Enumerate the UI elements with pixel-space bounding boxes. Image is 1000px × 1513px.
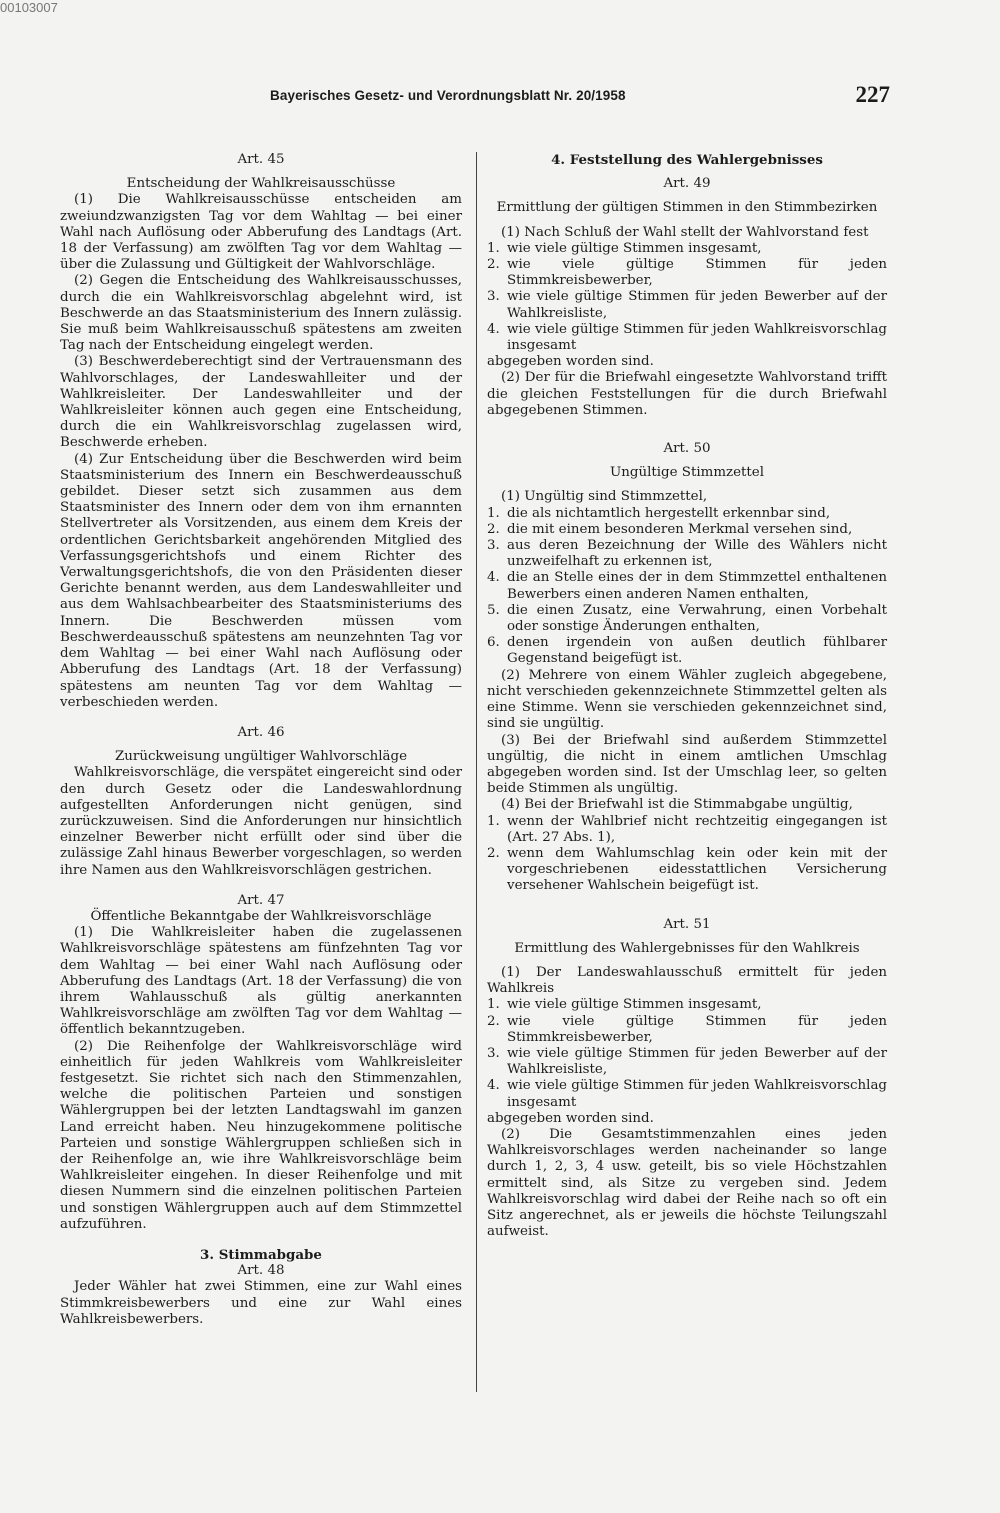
paragraph: Wahlkreisvorschläge, die verspätet eingereicht sind oder den durch Gesetz oder die Landeswahlordnung aufgestellten Anforderungen nicht genügen, sind zurückzuweisen. Sind die Anforderungen nur hinsichtlich einzelner Bewerber nicht erfüllt oder sind über die zulässige Zahl hinaus Bewerber vorgeschlagen, so werden ihre Namen aus den Wahlkreisvorschlägen gestrichen. [60,765,462,878]
list-item: 5. die einen Zusatz, eine Verwahrung, einen Vorbehalt oder sonstige Änderungen enthalten, [487,602,887,635]
paragraph: abgegeben worden sind. [487,354,654,370]
numbered-list [487,506,887,668]
list-item: 6. denen irgendein von außen deutlich fühlbarer Gegenstand beigefügt ist. [487,635,887,667]
paragraph: (2) Die Gesamtstimmenzahlen eines jeden Wahlkreisvorschlages werden nacheinander so lange durch 1, 2, 3, 4 usw. geteilt, bis so viele Höchstzahlen ermittelt sind, als Sitze zu vergeben sind. Jedem Wahlkreisvorschlag wird dabei der Reihe nach so oft ein Sitz angerechnet, als er jeweils die höchste Teilungszahl aufweist. [487,1126,887,1240]
section-title: 4. Feststellung des Wahlergebnisses [551,152,823,168]
article-heading: Entscheidung der Wahlkreisausschüsse [126,176,396,192]
paragraph: (1) Die Wahlkreisleiter haben die zugelassenen Wahlkreisvorschläge spätestens am fünfzehnten Tag vor dem Wahltag — bei einer Wahl nach Auflösung oder Abberufung des Landtags (Art. 18 der Verfassung) die von ihrem Wahlausschuß als gültig anerkannten Wahlkreisvorschläge am zwölften Tag vor dem Wahltag — öffentlich bekanntzugeben. [60,925,462,1038]
paragraph: (3) Bei der Briefwahl sind außerdem Stimmzettel ungültig, die nicht in einem amtlichen Umschlag abgegeben worden sind. Ist der Umschlag leer, so gelten beide Stimmen als ungültig. [487,732,887,797]
paragraph: (2) Mehrere von einem Wähler zugleich abgegebene, nicht verschieden gekennzeichnete Stimmzettel gelten als eine Stimme. Wenn sie verschieden gekennzeichnet sind, sind sie ungültig. [487,667,887,732]
paragraph: (1) Ungültig sind Stimmzettel, [501,489,708,505]
paragraph: (1) Nach Schluß der Wahl stellt der Wahlvorstand fest [501,224,869,240]
article-label: Art. 45 [237,152,285,167]
article-heading: Ermittlung der gültigen Stimmen in den Stimmbezirken [496,200,878,216]
article-label: Art. 46 [237,724,285,740]
paragraph: (2) Die Reihenfolge der Wahlkreisvorschläge wird einheitlich für jeden Wahlkreis vom Wahlkreisleiter festgesetzt. Sie richtet sich nach den Stimmenzahlen, welche die politischen Parteien und sonstigen Wählergruppen bei der letzten Landtagswahl im ganzen Land erreicht haben. Neu hinzugekommene politische Parteien und sonstige Wählergruppen schließen sich in der Reihenfolge an, wie ihre Wahlkreisvorschläge beim Wahlkreisleiter eingehen. In dieser Reihenfolge und mit diesen Nummern sind die einzelnen politischen Parteien und sonstigen Wählergruppen auch auf dem Stimmzettel aufzuführen. [60,1038,462,1232]
section-title: 3. Stimmabgabe [200,1247,322,1263]
paragraph: (1) Die Wahlkreisausschüsse entscheiden am zweiundzwanzigsten Tag vor dem Wahltag — bei einer Wahl nach Auflösung oder Abberufung des Landtags (Art. 18 der Verfassung) am zwölften Tag vor dem Wahltag — über die Zulassung und Gültigkeit der Wahlvorschläge. [60,192,462,273]
list-item: 2. die mit einem besonderen Merkmal versehen sind, [487,521,853,537]
list-item: 3. wie viele gültige Stimmen für jeden Bewerber auf der Wahlkreisliste, [487,289,887,321]
left-column [60,152,462,1328]
list-item: 4. die an Stelle eines der in dem Stimmzettel enthaltenen Bewerbers einen anderen Namen enthalten, [487,570,887,602]
article-label: Art. 50 [663,441,711,457]
list-item: 1. die als nichtamtlich hergestellt erkennbar sind, [487,505,831,521]
paragraph: (4) Bei der Briefwahl ist die Stimmabgabe ungültig, [501,797,853,813]
paragraph: (3) Beschwerdeberechtigt sind der Vertrauensmann des Wahlvorschlages, der Landeswahlleiter und der Wahlkreisleiter. Der Landeswahlleiter und der Wahlkreisleiter können auch gegen eine Entscheidung, durch die ein Wahlkreisvorschlag zugelassen wird, Beschwerde erheben. [60,354,462,451]
list-item: 4. wie viele gültige Stimmen für jeden Wahlkreisvorschlag insgesamt [487,321,887,354]
numbered-list [487,241,887,354]
paragraph: Jeder Wähler hat zwei Stimmen, eine zur Wahl eines Stimmkreisbewerbers und eine zur Wahl eines Wahlkreisbewerbers. [60,1279,462,1327]
list-item: 2. wie viele gültige Stimmen für jeden Stimmkreisbewerber, [487,1013,887,1045]
list-item: 1. wenn der Wahlbrief nicht rechtzeitig eingegangen ist (Art. 27 Abs. 1), [487,813,887,845]
paragraph: (2) Der für die Briefwahl eingesetzte Wahlvorstand trifft die gleichen Feststellungen für die durch Briefwahl abgegebenen Stimmen. [487,370,887,418]
gazette-title: Bayerisches Gesetz- und Verordnungsblatt Nr. 20/1958 [270,88,626,103]
page-header [270,82,890,110]
article-label: Art. 48 [237,1263,285,1279]
article-label: Art. 51 [663,916,711,932]
list-item: 3. aus deren Bezeichnung der Wille des Wählers nicht unzweifelhaft zu erkennen ist, [487,538,887,570]
paragraph: (1) Der Landeswahlausschuß ermittelt für jeden Wahlkreis [487,964,887,997]
paragraph: (2) Gegen die Entscheidung des Wahlkreisausschusses, durch die ein Wahlkreisvorschlag abgelehnt wird, ist Beschwerde an das Staatsministerium des Innern zulässig. Sie muß beim Wahlkreisausschuß spätestens am zweiten Tag nach der Entscheidung eingelegt werden. [60,273,462,354]
article-heading: Ermittlung des Wahlergebnisses für den Wahlkreis [514,940,860,956]
list-item: 2. wenn dem Wahlumschlag kein oder kein mit der vorgeschriebenen eidesstattlichen Versicherung versehener Wahlschein beigefügt ist. [487,845,887,894]
article-heading: Öffentliche Bekanntgabe der Wahlkreisvorschläge [90,908,432,924]
numbered-list [487,814,887,895]
paragraph: abgegeben worden sind. [487,1110,654,1126]
list-item: 1. wie viele gültige Stimmen insgesamt, [487,997,762,1013]
archive-stamp: 00103007 [0,0,58,15]
list-item: 3. wie viele gültige Stimmen für jeden Bewerber auf der Wahlkreisliste, [487,1045,887,1078]
right-column [487,152,887,1240]
list-item: 4. wie viele gültige Stimmen für jeden Wahlkreisvorschlag insgesamt [487,1078,887,1110]
list-item: 1. wie viele gültige Stimmen insgesamt, [487,240,762,256]
column-divider [476,152,477,1392]
article-heading: Ungültige Stimmzettel [610,465,764,481]
page-number: 227 [855,82,890,107]
article-heading: Zurückweisung ungültiger Wahlvorschläge [114,749,407,765]
numbered-list [487,997,887,1110]
article-label: Art. 47 [237,892,285,908]
list-item: 2. wie viele gültige Stimmen für jeden Stimmkreisbewerber, [487,257,887,289]
paragraph: (4) Zur Entscheidung über die Beschwerden wird beim Staatsministerium des Innern ein Beschwerdeausschuß gebildet. Dieser setzt sich zusammen aus dem Staatsminister des Innern oder dem von ihm ernannten Stellvertreter als Vorsitzenden, aus einem dem Kreis der ordentlichen Gerichtsbarkeit angehörenden Mitglied des Verfassungsgerichtshofs und einem Richter des Verwaltungsgerichtshofs, die von den Präsidenten dieser Gerichte benannt werden, aus dem Landeswahlleiter und aus dem Wahlsachbearbeiter des Staatsministeriums des Innern. Die Beschwerden müssen vom Beschwerdeausschuß spätestens am neunzehnten Tag vor dem Wahltag — bei einer Wahl nach Auflösung oder Abberufung des Landtags (Art. 18 der Verfassung) spätestens am neunten Tag vor dem Wahltag — verbeschieden werden. [60,451,462,710]
article-label: Art. 49 [663,176,711,192]
